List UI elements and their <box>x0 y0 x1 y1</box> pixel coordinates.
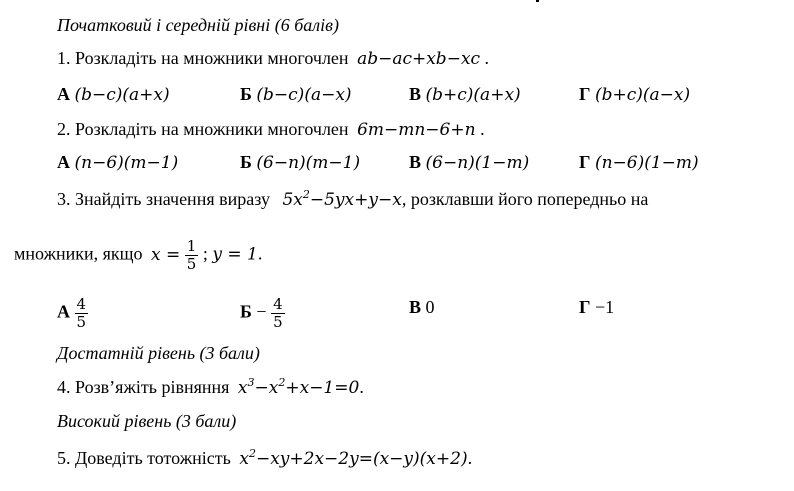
task-2-option-c: В (6−n)(1−m) <box>409 152 530 173</box>
task-3-text-line2: множники, якщо <box>14 243 143 264</box>
task-1-option-c: В (b+c)(a+x) <box>409 84 521 105</box>
task-5-identity: $x^2-xy+2x-2y=(x-y)(x+2)$ <box>239 447 468 469</box>
top-margin-mark <box>536 0 539 2</box>
task-3-expr: $5x^2-5yx+y-x$ <box>282 188 402 210</box>
task-1-option-b: Б (b−c)(a−x) <box>240 84 352 105</box>
task-5-text: 5. Доведіть тотожність <box>57 448 231 468</box>
task-1: 1. Розкладіть на множники многочлен ab−ac+xb−xc . <box>57 48 490 69</box>
task-4-text: 4. Розв’яжіть рівняння <box>57 377 230 397</box>
task-4: 4. Розв’яжіть рівняння $x^3-x^2+x-1=0$. <box>57 376 364 398</box>
level-initial-heading: Початковий і середній рівні (6 балів) <box>57 15 339 35</box>
task-4-equation: $x^3-x^2+x-1=0$ <box>237 376 360 398</box>
task-2-option-d: Г (n−6)(1−m) <box>579 152 699 173</box>
task-3-option-a: А $\frac{4}{5}$ <box>57 295 87 331</box>
task-2: 2. Розкладіть на множники многочлен 6m−mn−6+n . <box>57 119 485 140</box>
task-2-text: 2. Розкладіть на множники многочлен <box>57 119 349 139</box>
task-3-condition-fraction: $\frac{1}{5}$ <box>186 237 197 273</box>
task-3-option-d: Г −1 <box>579 297 615 317</box>
task-1-expr: ab−ac+xb−xc <box>357 49 481 69</box>
task-1-option-d: Г (b+c)(a−x) <box>579 84 691 105</box>
task-1-option-a: А (b−c)(a+x) <box>57 84 170 105</box>
task-5: 5. Доведіть тотожність $x^2-xy+2x-2y=(x-y)(x+2)$. <box>57 447 473 469</box>
level-high-heading: Високий рівень (3 бали) <box>57 411 237 431</box>
task-2-option-a: А (n−6)(m−1) <box>57 152 179 173</box>
task-3 <box>57 188 648 211</box>
task-1-text: 1. Розкладіть на множники многочлен <box>57 48 349 68</box>
task-3-condition-y: y = 1 <box>212 244 258 265</box>
task-3-option-b: Б − $\frac{4}{5}$ <box>240 295 283 331</box>
task-3-line-2: множники, якщо x = $\frac{1}{5}$ ; y = 1. <box>14 237 263 273</box>
task-3-text-after: , розклавши його попередньо на <box>401 189 649 209</box>
task-3-option-c: В 0 <box>409 297 435 317</box>
task-2-option-b: Б (6−n)(m−1) <box>240 152 361 173</box>
task-2-expr: 6m−mn−6+n <box>357 120 476 140</box>
level-sufficient-heading: Достатній рівень (3 бали) <box>57 343 260 363</box>
task-3-text: 3. Знайдіть значення виразу <box>57 189 270 209</box>
